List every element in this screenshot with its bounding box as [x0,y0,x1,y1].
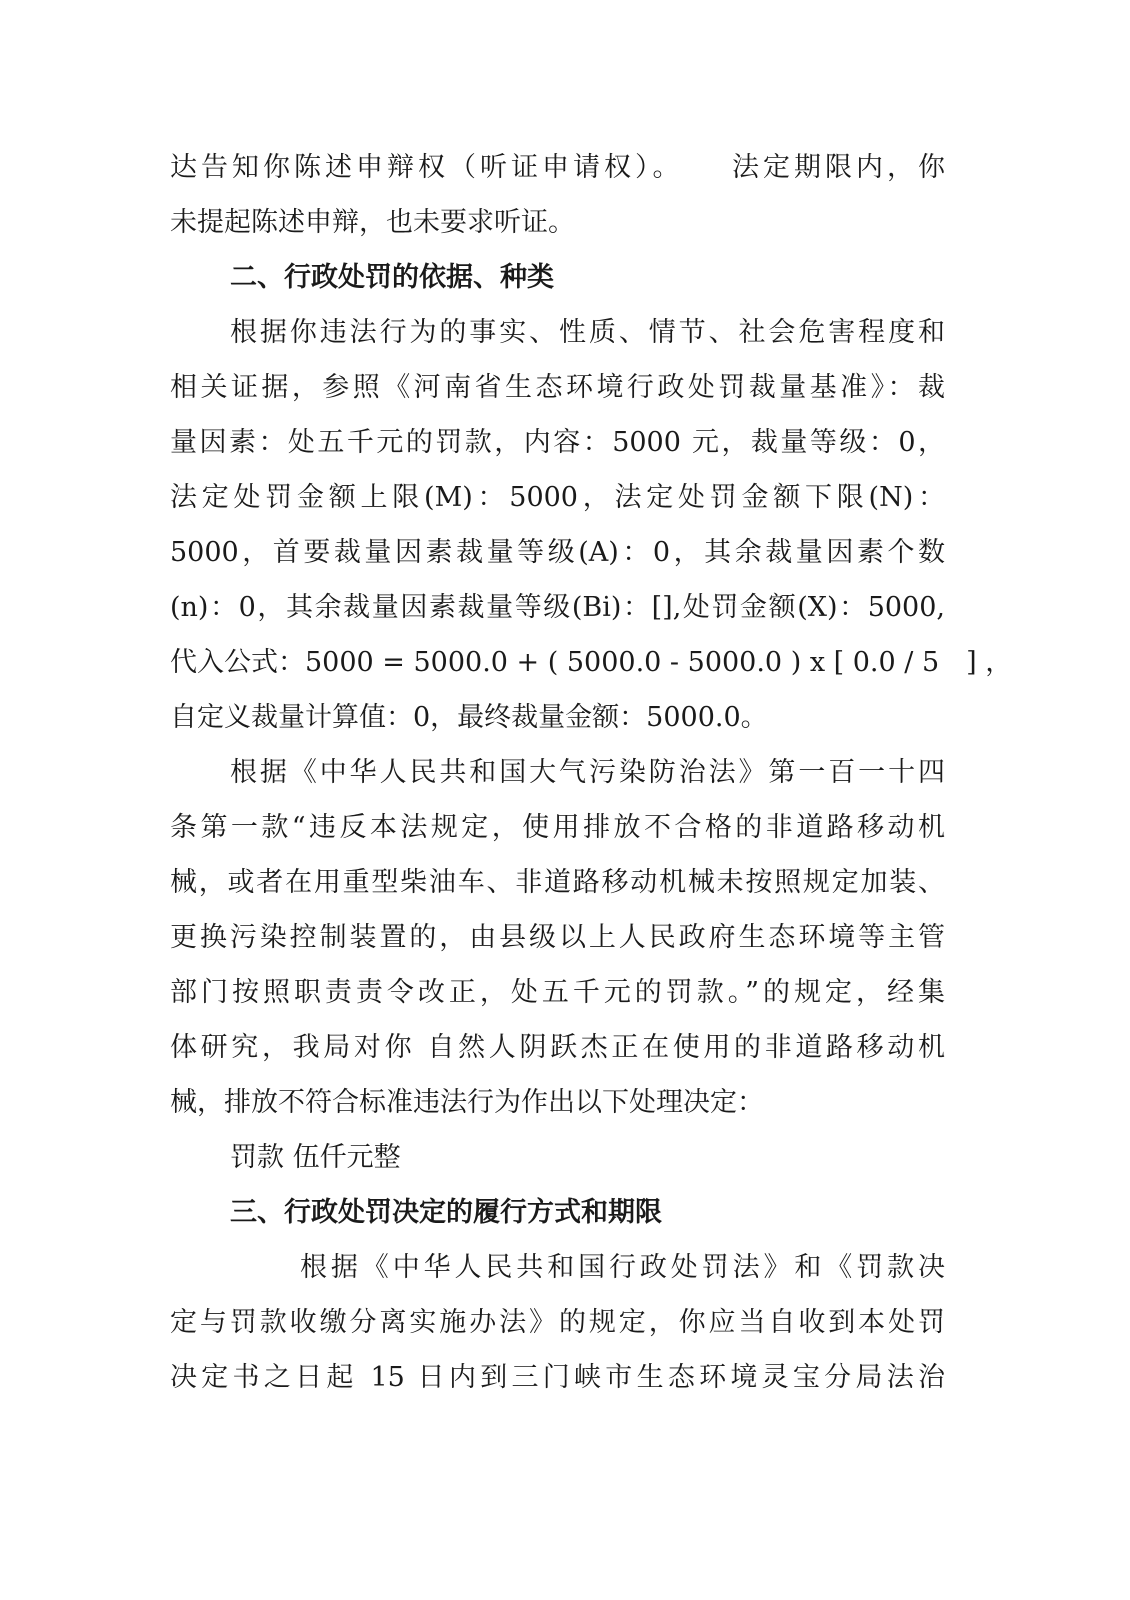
body-text-line: 未提起陈述申辩，也未要求听证。 [170,207,575,238]
body-text-line: 条第一款“违反本法规定，使用排放不合格的非道路移动机 [170,812,945,843]
formula-line: 代入公式：5000 = 5000.0 + ( 5000.0 - 5000.0 ) x [ 0.0 / 5 ] ， [170,647,1013,678]
body-text-line: 法定处罚金额上限(M)：5000，法定处罚金额下限(N)： [170,482,945,513]
body-text-line: 体研究，我局对你 自然人阴跃杰正在使用的非道路移动机 [170,1032,945,1063]
penalty-decision: 罚款 伍仟元整 [230,1142,401,1173]
body-text-line: (n)：0，其余裁量因素裁量等级(Bi)：[],处罚金额(X)：5000, [170,592,945,623]
body-text-line: 根据《中华人民共和国行政处罚法》和《罚款决 [300,1252,945,1283]
body-text-line: 量因素：处五千元的罚款，内容：5000 元，裁量等级：0， [170,427,945,458]
body-text-line: 相关证据，参照《河南省生态环境行政处罚裁量基准》：裁 [170,372,945,403]
section-heading-2: 二、行政处罚的依据、种类 [230,262,554,293]
body-text-line: 根据《中华人民共和国大气污染防治法》第一百一十四 [230,757,945,788]
body-text-line: 自定义裁量计算值：0，最终裁量金额：5000.0。 [170,702,768,733]
body-text-line: 5000，首要裁量因素裁量等级(A)：0，其余裁量因素个数 [170,537,945,568]
body-text-line: 部门按照职责责令改正，处五千元的罚款。”的规定，经集 [170,977,945,1008]
body-text-line: 决定书之日起 15 日内到三门峡市生态环境灵宝分局法治 [170,1362,945,1393]
section-heading-3: 三、行政处罚决定的履行方式和期限 [230,1197,662,1228]
body-text-line: 达告知你陈述申辩权（听证申请权）。 法定期限内，你 [170,152,945,183]
body-text-line: 更换污染控制装置的，由县级以上人民政府生态环境等主管 [170,922,945,953]
body-text-line: 定与罚款收缴分离实施办法》的规定，你应当自收到本处罚 [170,1307,945,1338]
body-text-line: 械，排放不符合标准违法行为作出以下处理决定： [170,1087,764,1118]
body-text-line: 械，或者在用重型柴油车、非道路移动机械未按照规定加装、 [170,867,945,898]
body-text-line: 根据你违法行为的事实、性质、情节、社会危害程度和 [230,317,945,348]
